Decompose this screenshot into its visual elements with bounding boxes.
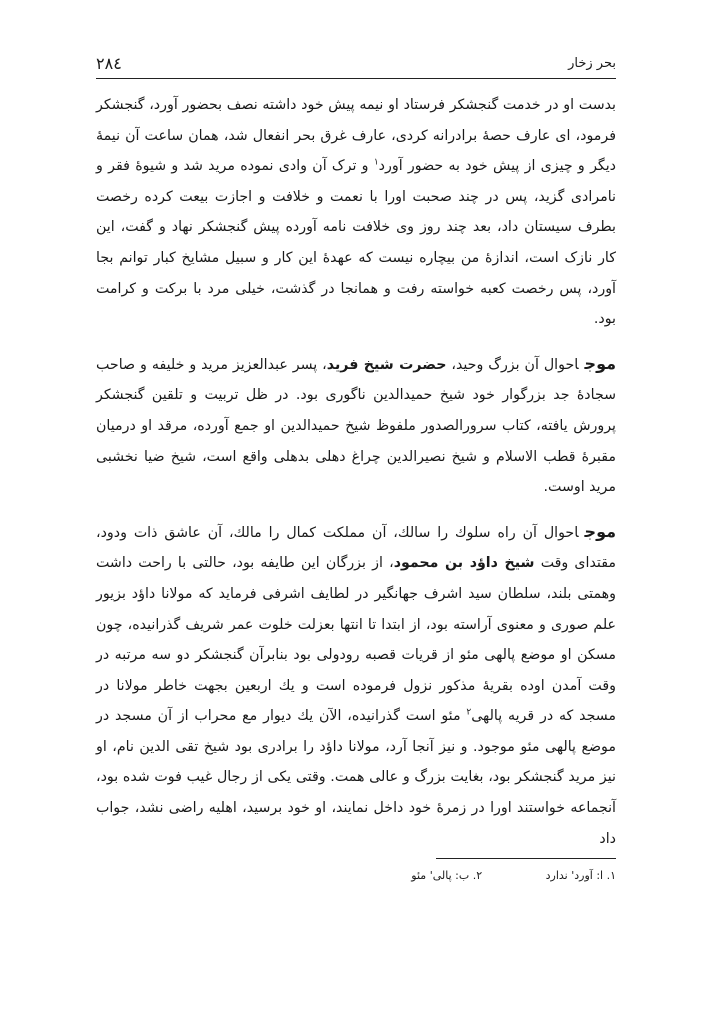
footnote-marker: ۲ <box>466 707 472 718</box>
header-rule <box>96 78 616 79</box>
footnote-1: ۱. ا: آورد' ندارد <box>545 869 616 882</box>
footnotes <box>96 868 616 884</box>
text-run: احوال آن راه سلوك را سالك، آن مملكت كمال را مالك، آن عاشق ذات ودود، مقتدای وقت <box>96 524 616 572</box>
footnote-rule <box>436 858 616 859</box>
body-text <box>96 90 616 854</box>
name-highlight: شیخ داؤد بن محمود <box>393 555 535 572</box>
footnote-marker: ۱ <box>373 157 379 168</box>
paragraph <box>96 349 616 503</box>
text-run: ، پسر عبدالعزیز مرید و خلیفه و صاحب سجادهٔ جد بزرگوار خود شیخ حمیدالدین ناگوری بود. در ظل تربیت و تلقین گنجشکر پرورش یافته، کتاب سرورالصدور ملفوظ شیخ حمیدالدین او جمع آورده، مرقد او درمیان مقبرهٔ قطب الاسلام و شیخ نصیرالدین چراغ دهلی بدهلی واقع است، شیخ ضیا نخشبی مرید اوست. <box>96 356 616 496</box>
page-header <box>96 56 616 78</box>
page-number: ۲۸٤ <box>96 54 122 73</box>
name-highlight: حضرت شیخ فرید <box>326 356 447 373</box>
section-label: موج <box>584 521 616 541</box>
text-run: ، از بزرگان این طایفه بود، حالتی با راحت داشت وهمتی بلند، سلطان سید اشرف جهانگیر در لطایف اشرفی فرماید که مولانا داؤد بزیور علم صوری و معنوی آراسته بود، از ابتدا تا انتها بعزلت خلوت عمر شریف گذرانیده، چون مسکن او موضع پالهی مئو از قریات قصبه رودولی بود بنابرآن گنجشکر دو سه مرتبه در وقت آمدن اوده بقریهٔ مذکور نزول فرموده است و یك اربعین بجهت خاطر مولانا در مسجد که در قریه پالهی <box>96 555 616 725</box>
footnote-2: ۲. ب: پالی' مئو <box>411 869 483 882</box>
paragraph <box>96 90 616 335</box>
text-run: و ترک آن وادی نموده مرید شد و شیوهٔ فقر و نامرادی گزید، پس در چند صحبت اورا با نعمت و خلافت و اجازت بیعت کرده رخصت بطرف سیستان داد، بعد چند روز وی خلافت نامه آورده پیش گنجشکر نهاد و گفت، این کار نازک است، اندازهٔ من بیچاره نیست که عهدهٔ این کار و سبیل مشایخ کبار توانم بجا آورد، پس رخصت کعبه خواسته رفت و همانجا در گذشت، خیلی مرد با برکت و کرامت بود. <box>96 158 616 328</box>
section-label: موج <box>584 353 617 373</box>
paragraph <box>96 517 616 855</box>
running-title: بحر زخار <box>568 56 616 71</box>
text-run: مئو است گذرانیده، الآن یك دیوار مع محراب از آن مسجد در موضع پالهی مئو موجود. و نیز آنجا آرد، مولانا داؤد را برادری بود شیخ تقی الدین نام، او نیز مرید گنجشکر بود، بغایت بزرگ و عالی همت. وقتی یکی از رجال غیب فوت شده بود، آنجماعه خواستند اورا در زمرهٔ خود داخل نمایند، او خود برسید، اهلیه راضی نشد، جواب داد <box>96 708 616 847</box>
text-run: بدست او در خدمت گنجشکر فرستاد او نیمه پیش خود داشته نصف بحضور آورد، گنجشکر فرمود، ای عارف حصهٔ برادرانه کردی، عارف غرق بحر انفعال شد، همان ساعت آن نیمهٔ دیگر و چیزی از پیش خود به حضور آورد <box>96 97 616 175</box>
text-run: احوال آن بزرگ وحید، <box>446 356 579 373</box>
